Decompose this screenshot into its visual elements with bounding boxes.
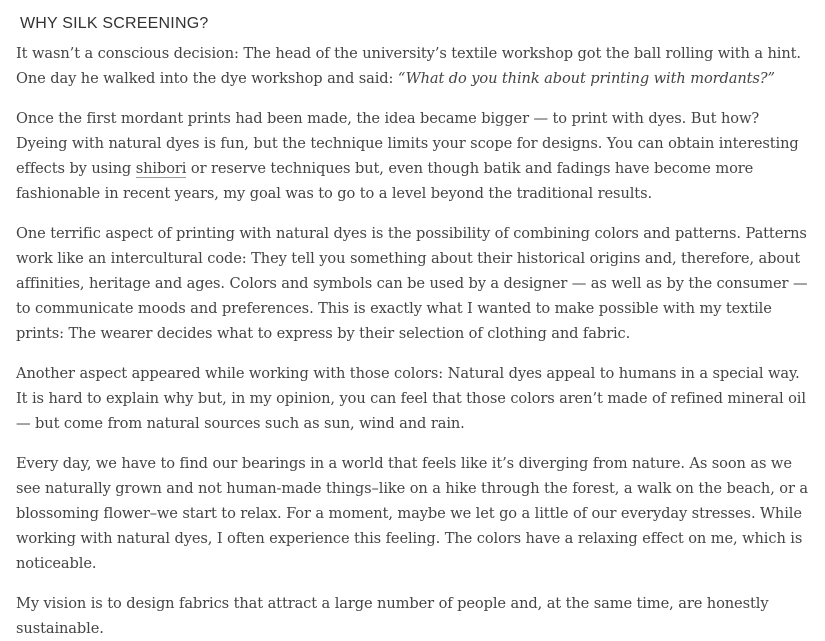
paragraph-2-text-after: or reserve techniques but, even though batik and fadings have become more fashionable in recent years, my goal was to go to a level beyond the traditional results.: [16, 160, 754, 202]
section-heading: WHY SILK SCREENING?: [20, 15, 209, 32]
paragraph-1-text: It wasn’t a conscious decision: The head of the university’s textile workshop got the ball rolling with a hint. One day he walked into the dye workshop and said:: [16, 45, 801, 87]
paragraph-1: [16, 41, 811, 91]
paragraph-2: [16, 106, 811, 206]
paragraph-2-text-before: Once the first mordant prints had been made, the idea became bigger — to print with dyes. But how? Dyeing with natural dyes is fun, but the technique limits your scope for designs. You can obtain interesting effects by using: [16, 110, 799, 177]
paragraph-5: Every day, we have to find our bearings in a world that feels like it’s diverging from nature. As soon as we see naturally grown and not human-made things–like on a hike through the forest, a walk on the beach, or a blossoming flower–we start to relax. For a moment, maybe we let go a little of our everyday stresses. While working with natural dyes, I often experience this feeling. The colors have a relaxing effect on me, which is noticeable.: [16, 455, 809, 572]
shibori-link[interactable]: shibori: [135, 160, 187, 177]
paragraph-1-quote: “What do you think about printing with mordants?”: [397, 70, 775, 87]
article-body: [16, 0, 811, 641]
paragraph-4: Another aspect appeared while working with those colors: Natural dyes appeal to humans in a special way. It is hard to explain why but, in my opinion, you can feel that those colors aren’t made of refined mineral oil — but come from natural sources such as sun, wind and rain.: [16, 365, 806, 432]
paragraph-6: My vision is to design fabrics that attract a large number of people and, at the same time, are honestly sustainable.: [16, 595, 769, 637]
paragraph-3: One terrific aspect of printing with natural dyes is the possibility of combining colors and patterns. Patterns work like an intercultural code: They tell you something about their historical origins and, therefore, about affinities, heritage and ages. Colors and symbols can be used by a designer — as well as by the consumer — to communicate moods and preferences. This is exactly what I wanted to make possible with my textile prints: The wearer decides what to express by their selection of clothing and fabric.: [16, 225, 808, 342]
